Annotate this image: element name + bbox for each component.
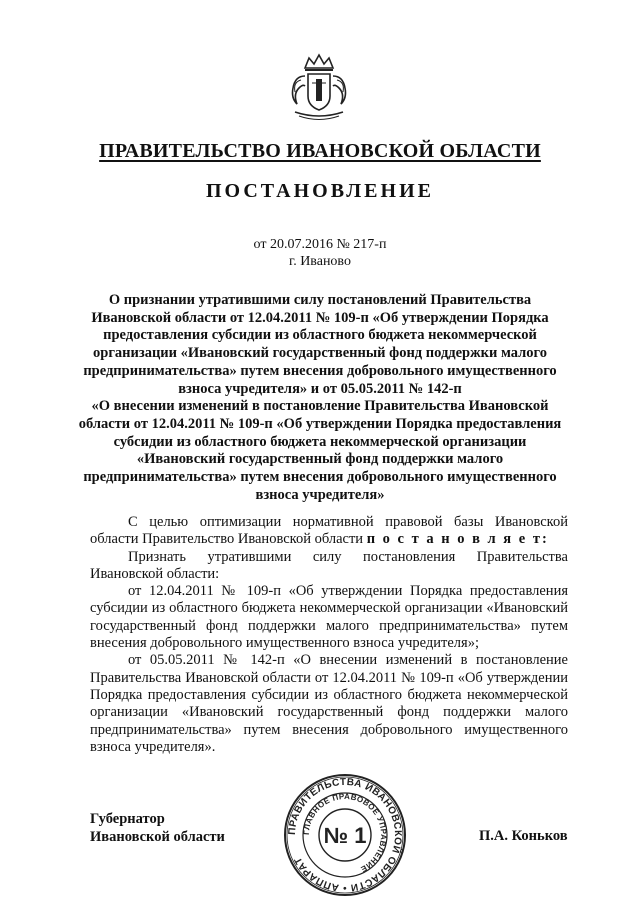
title-part-1: О признании утратившими силу постановлений Правительства Ивановской области от 12.04.2011 № 109-п «Об утверждении Порядка предоставления субсидии из областного бюджета некоммерческой организации «Ивановский государственный фонд поддержки малого предпринимательства» путем внесения добровольного имущественного взноса учредителя» и от 05.05.2011 № 142-п xyxy=(83,292,557,397)
official-stamp-icon xyxy=(283,773,407,897)
government-name: ПРАВИТЕЛЬСТВО ИВАНОВСКОЙ ОБЛАСТИ xyxy=(99,140,541,162)
stamp-inner-text: ГЛАВНОЕ ПРАВОВОЕ УПРАВЛЕНИЕ xyxy=(301,791,389,874)
resolves-word: п о с т а н о в л я е т: xyxy=(366,531,549,548)
document-type: ПОСТАНОВЛЕНИЕ xyxy=(206,180,434,202)
body-intro xyxy=(90,514,568,549)
body-item-lead: Признать утратившими силу постановления Правительства Ивановской области: xyxy=(90,548,568,582)
stamp-outer-text: ПРАВИТЕЛЬСТВА ИВАНОВСКОЙ ОБЛАСТИ • АППАРАТ xyxy=(286,776,404,894)
body-item-1: от 12.04.2011 № 109-п «Об утверждении Порядка предоставления субсидии из областного бюджета некоммерческой организации «Ивановский государственный фонд поддержки малого предпринимательства» путем внесения добровольного имущественного взноса учредителя»; xyxy=(90,583,568,652)
position-line-2: Ивановской области xyxy=(90,829,225,845)
stamp-number: № 1 xyxy=(323,823,367,848)
title-part-2: «О внесении изменений в постановление Правительства Ивановской области от 12.04.2011 № 109-п «Об утверждении Порядка предоставления субсидии из областного бюджета некоммерческой организации «Ивановский государственный фонд поддержки малого предпринимательства» путем внесения добровольного имущественного взноса учредителя» xyxy=(78,398,562,503)
document-title xyxy=(74,292,566,504)
coat-of-arms-icon xyxy=(283,52,355,124)
signer-position xyxy=(90,810,225,846)
body-item-2: от 05.05.2011 № 142-п «О внесении изменений в постановление Правительства Ивановской области от 12.04.2011 № 109-п «Об утверждении Порядка предоставления субсидии из областного бюджета некоммерческой организации «Ивановский государственный фонд поддержки малого предпринимательства» путем внесения добровольного имущественного взноса учредителя». xyxy=(90,652,568,755)
intro-text: С целью оптимизации нормативной правовой базы Ивановской области Правительство Ивановской области xyxy=(90,514,568,548)
document-body xyxy=(90,514,568,756)
position-line-1: Губернатор xyxy=(90,811,165,827)
date-block xyxy=(0,236,640,270)
date-number: от 20.07.2016 № 217-п xyxy=(253,237,387,252)
city: г. Иваново xyxy=(289,254,351,269)
signer-name: П.А. Коньков xyxy=(479,828,568,844)
